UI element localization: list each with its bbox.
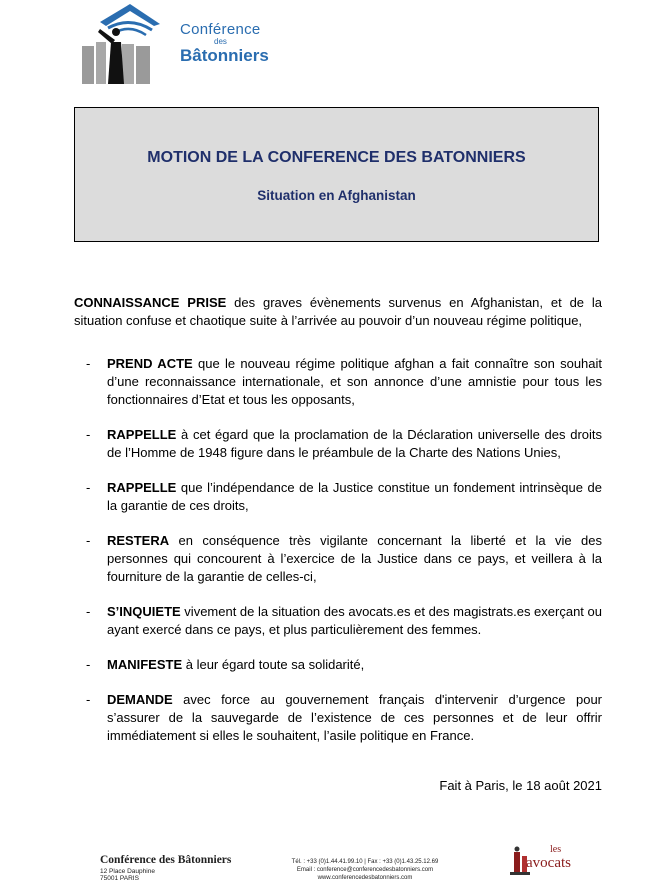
document-subtitle: Situation en Afghanistan xyxy=(257,188,416,203)
item-text: à cet égard que la proclamation de la Déclaration universelle des droits de l’Homme de 1948 figure dans le préambule de la Charte des Nations Unies, xyxy=(107,427,602,460)
item-lead: RAPPELLE xyxy=(107,427,177,442)
list-dash: - xyxy=(86,657,91,672)
footer-phone: Tél. : +33 (0)1.44.41.99.10 | Fax : +33 (0)1.43.25.12.69 xyxy=(291,859,439,865)
list-item xyxy=(86,603,602,639)
footer-org-name: Conférence des Bâtonniers xyxy=(100,854,232,866)
list-dash: - xyxy=(86,692,91,707)
list-item xyxy=(86,426,602,462)
item-text: en conséquence très vigilante concernant la liberté et la vie des personnes qui concourent à l’exercice de la Justice dans ce pays, et veillera à la fourniture de la garantie de celles-ci, xyxy=(107,533,602,584)
list-dash: - xyxy=(86,533,91,548)
item-lead: S’INQUIETE xyxy=(107,604,181,619)
list-dash: - xyxy=(86,604,91,619)
item-text: que le nouveau régime politique afghan a fait connaître son souhait d’une reconnaissance internationale, et son annonce d’une amnistie pour tous les fonctionnaires d’Etat et tous les opposants, xyxy=(107,356,603,407)
les-avocats-logo xyxy=(508,846,578,890)
item-lead: MANIFESTE xyxy=(107,657,183,672)
footer xyxy=(0,844,671,890)
signature-date: Fait à Paris, le 18 août 2021 xyxy=(439,778,602,793)
footer-contact xyxy=(270,858,460,882)
item-lead: DEMANDE xyxy=(107,692,173,707)
logo-avocats: avocats xyxy=(526,855,571,871)
list-item xyxy=(86,479,602,515)
list-item xyxy=(86,656,602,674)
list-item xyxy=(86,355,602,409)
footer-website[interactable]: www.conferencedesbatonniers.com xyxy=(317,875,413,881)
logo-line-conference: Conférence xyxy=(180,21,261,38)
item-text: avec force au gouvernement français d'intervenir d’urgence pour s’assurer de la sauvegarde de l’existence de ces personnes et de leur offrir immédiatement si elles le souhaitent, l’asile politique en France. xyxy=(107,692,602,743)
intro-text: des graves évènements survenus en Afghanistan, et de la situation confuse et chaotique suite à l’arrivée au pouvoir d’un nouveau régime politique, xyxy=(74,295,602,328)
list-dash: - xyxy=(86,480,91,495)
item-text: que l’indépendance de la Justice constitue un fondement intrinsèque de la garantie de ces droits, xyxy=(107,480,602,513)
item-text: vivement de la situation des avocats.es et des magistrats.es exerçant ou ayant exercé dans ce pays, et plus particulièrement des femmes. xyxy=(107,604,602,637)
item-lead: PREND ACTE xyxy=(107,356,193,371)
footer-email[interactable]: Email : conference@conferencedesbatonniers.com xyxy=(296,867,434,873)
list-item xyxy=(86,691,602,745)
building-icon xyxy=(78,2,178,88)
logo-line-des: des xyxy=(214,37,227,46)
item-lead: RAPPELLE xyxy=(107,480,177,495)
document-title: MOTION DE LA CONFERENCE DES BATONNIERS xyxy=(147,149,526,166)
conference-logo xyxy=(78,2,298,88)
list-dash: - xyxy=(86,356,91,371)
title-box xyxy=(74,107,599,242)
logo-les: les xyxy=(550,844,562,855)
footer-address-line2: 75001 PARIS xyxy=(100,875,139,882)
item-lead: RESTERA xyxy=(107,533,170,548)
list-item xyxy=(86,532,602,586)
item-text: à leur égard toute sa solidarité, xyxy=(182,657,365,672)
intro-lead: CONNAISSANCE PRISE xyxy=(74,295,227,310)
footer-address xyxy=(100,868,155,882)
logo-line-batonniers: Bâtonniers xyxy=(180,46,269,65)
list-dash: - xyxy=(86,427,91,442)
motion-list xyxy=(86,355,602,762)
footer-address-line1: 12 Place Dauphine xyxy=(100,868,155,875)
intro-paragraph xyxy=(74,294,602,330)
